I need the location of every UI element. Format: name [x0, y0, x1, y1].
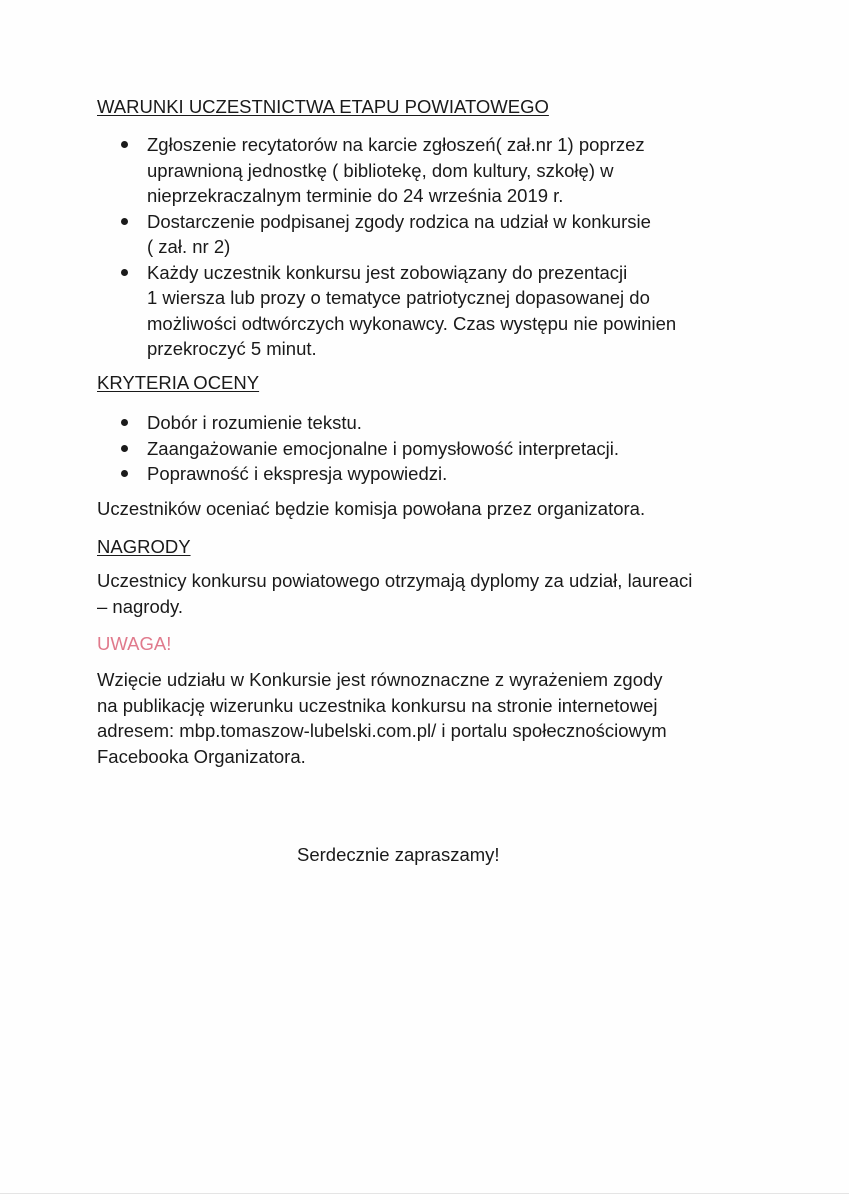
section-heading-prizes: NAGRODY — [97, 536, 191, 557]
prizes-paragraph — [97, 568, 692, 619]
paragraph-line: – nagrody. — [97, 595, 184, 617]
list-item-line: Dobór i rozumienie tekstu. — [147, 412, 362, 433]
paragraph-line: na publikację wizerunku uczestnika konkursu na stronie internetowej — [97, 694, 658, 716]
criteria-list — [97, 410, 619, 487]
list-item-line: Zaangażowanie emocjonalne i pomysłowość interpretacji. — [147, 437, 619, 459]
warning-label: UWAGA! — [97, 633, 172, 654]
list-item — [97, 260, 676, 362]
list-item — [97, 461, 619, 487]
bullet-icon — [121, 141, 128, 148]
list-item-line: 1 wiersza lub prozy o tematyce patriotycznej dopasowanej do — [147, 287, 650, 308]
bullet-icon — [121, 445, 128, 452]
list-item-line: możliwości odtwórczych wykonawcy. Czas występu nie powinien — [147, 312, 677, 334]
bullet-icon — [121, 419, 128, 426]
list-item — [97, 410, 619, 436]
evaluation-note: Uczestników oceniać będzie komisja powołana przez organizatora. — [97, 498, 646, 519]
list-item-line: nieprzekraczalnym terminie do 24 września 2019 r. — [147, 185, 564, 206]
paragraph-line: Uczestnicy konkursu powiatowego otrzymają dyplomy za udział, laureaci — [97, 570, 693, 591]
paragraph-line: adresem: mbp.tomaszow-lubelski.com.pl/ i portalu społecznościowym — [97, 720, 667, 741]
list-item-line: ( zał. nr 2) — [147, 236, 231, 257]
conditions-list — [97, 132, 676, 362]
bullet-icon — [121, 470, 128, 477]
warning-paragraph — [97, 667, 667, 769]
list-item-line: Zgłoszenie recytatorów na karcie zgłoszeń( zał.nr 1) poprzez — [147, 134, 645, 155]
list-item-line: Każdy uczestnik konkursu jest zobowiązany do prezentacji — [147, 261, 628, 283]
bullet-icon — [121, 269, 128, 276]
list-item-line: przekroczyć 5 minut. — [147, 338, 317, 359]
list-item — [97, 436, 619, 462]
list-item-line: Poprawność i ekspresja wypowiedzi. — [147, 463, 448, 484]
scan-edge-line — [0, 1193, 849, 1194]
list-item-line: Dostarczenie podpisanej zgody rodzica na udział w konkursie — [147, 210, 651, 232]
section-heading-criteria: KRYTERIA OCENY — [97, 372, 260, 393]
paragraph-line: Facebooka Organizatora. — [97, 745, 306, 767]
list-item-line: uprawnioną jednostkę ( bibliotekę, dom kultury, szkołę) w — [147, 159, 614, 181]
paragraph-line: Wzięcie udziału w Konkursie jest równoznaczne z wyrażeniem zgody — [97, 669, 663, 690]
list-item — [97, 209, 676, 260]
section-heading-conditions: WARUNKI UCZESTNICTWA ETAPU POWIATOWEGO — [97, 96, 549, 117]
bullet-icon — [121, 218, 128, 225]
closing-text: Serdecznie zapraszamy! — [297, 844, 500, 865]
list-item — [97, 132, 676, 209]
